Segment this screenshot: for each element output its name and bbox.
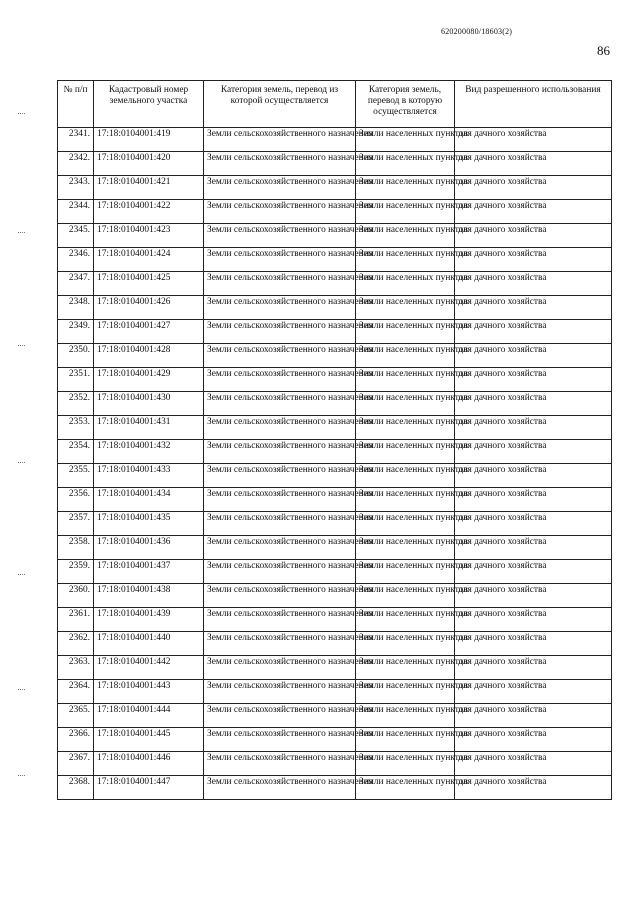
category-from: Земли сельскохозяйственного назначения (204, 608, 356, 632)
permitted-use: для дачного хозяйства (455, 200, 612, 224)
cadastral-number: 17:18:0104001:428 (94, 344, 204, 368)
category-from: Земли сельскохозяйственного назначения (204, 320, 356, 344)
cadastral-number: 17:18:0104001:424 (94, 248, 204, 272)
permitted-use: для дачного хозяйства (455, 248, 612, 272)
category-to: Земли населенных пунктов (356, 752, 455, 776)
column-header-category-from: Категория земель, перевод из которой осуществляется (204, 81, 356, 128)
binding-hole-mark (18, 232, 25, 233)
cadastral-number: 17:18:0104001:440 (94, 632, 204, 656)
table-row (58, 728, 612, 752)
binding-hole-mark (18, 113, 25, 114)
cadastral-number: 17:18:0104001:435 (94, 512, 204, 536)
permitted-use: для дачного хозяйства (455, 464, 612, 488)
row-number: 2349. (58, 320, 94, 344)
category-to: Земли населенных пунктов (356, 512, 455, 536)
table-row (58, 704, 612, 728)
table-row (58, 296, 612, 320)
category-to: Земли населенных пунктов (356, 632, 455, 656)
row-number: 2362. (58, 632, 94, 656)
cadastral-number: 17:18:0104001:430 (94, 392, 204, 416)
permitted-use: для дачного хозяйства (455, 680, 612, 704)
table-row (58, 440, 612, 464)
permitted-use: для дачного хозяйства (455, 128, 612, 152)
permitted-use: для дачного хозяйства (455, 776, 612, 800)
row-number: 2354. (58, 440, 94, 464)
table-row (58, 392, 612, 416)
category-from: Земли сельскохозяйственного назначения (204, 656, 356, 680)
table-row (58, 656, 612, 680)
row-number: 2363. (58, 656, 94, 680)
permitted-use: для дачного хозяйства (455, 752, 612, 776)
category-from: Земли сельскохозяйственного назначения (204, 224, 356, 248)
row-number: 2365. (58, 704, 94, 728)
permitted-use: для дачного хозяйства (455, 152, 612, 176)
cadastral-number: 17:18:0104001:426 (94, 296, 204, 320)
permitted-use: для дачного хозяйства (455, 536, 612, 560)
row-number: 2358. (58, 536, 94, 560)
permitted-use: для дачного хозяйства (455, 560, 612, 584)
column-header-category-to: Категория земель, перевод в которую осуществляется (356, 81, 455, 128)
row-number: 2364. (58, 680, 94, 704)
column-header-permitted-use: Вид разрешенного использования (455, 81, 612, 128)
permitted-use: для дачного хозяйства (455, 488, 612, 512)
page-number: 86 (597, 43, 610, 58)
cadastral-number: 17:18:0104001:425 (94, 272, 204, 296)
permitted-use: для дачного хозяйства (455, 296, 612, 320)
land-registry-table (57, 80, 612, 800)
permitted-use: для дачного хозяйства (455, 704, 612, 728)
cadastral-number: 17:18:0104001:422 (94, 200, 204, 224)
row-number: 2341. (58, 128, 94, 152)
category-from: Земли сельскохозяйственного назначения (204, 704, 356, 728)
table-row (58, 632, 612, 656)
category-from: Земли сельскохозяйственного назначения (204, 248, 356, 272)
table-row (58, 416, 612, 440)
cadastral-number: 17:18:0104001:423 (94, 224, 204, 248)
permitted-use: для дачного хозяйства (455, 320, 612, 344)
cadastral-number: 17:18:0104001:429 (94, 368, 204, 392)
category-from: Земли сельскохозяйственного назначения (204, 176, 356, 200)
category-from: Земли сельскохозяйственного назначения (204, 200, 356, 224)
category-from: Земли сельскохозяйственного назначения (204, 584, 356, 608)
table-row (58, 248, 612, 272)
binding-hole-mark (18, 462, 25, 463)
row-number: 2352. (58, 392, 94, 416)
row-number: 2343. (58, 176, 94, 200)
category-from: Земли сельскохозяйственного назначения (204, 440, 356, 464)
category-to: Земли населенных пунктов (356, 320, 455, 344)
row-number: 2361. (58, 608, 94, 632)
category-to: Земли населенных пунктов (356, 704, 455, 728)
document-code: 620200080/18603(2) (441, 27, 513, 36)
category-from: Земли сельскохозяйственного назначения (204, 512, 356, 536)
category-from: Земли сельскохозяйственного назначения (204, 728, 356, 752)
table-body (58, 128, 612, 800)
category-from: Земли сельскохозяйственного назначения (204, 560, 356, 584)
category-to: Земли населенных пунктов (356, 248, 455, 272)
category-to: Земли населенных пунктов (356, 224, 455, 248)
cadastral-number: 17:18:0104001:438 (94, 584, 204, 608)
category-from: Земли сельскохозяйственного назначения (204, 488, 356, 512)
cadastral-number: 17:18:0104001:420 (94, 152, 204, 176)
category-from: Земли сельскохозяйственного назначения (204, 464, 356, 488)
cadastral-number: 17:18:0104001:445 (94, 728, 204, 752)
permitted-use: для дачного хозяйства (455, 392, 612, 416)
table-row (58, 152, 612, 176)
category-to: Земли населенных пунктов (356, 416, 455, 440)
category-from: Земли сельскохозяйственного назначения (204, 632, 356, 656)
category-to: Земли населенных пунктов (356, 200, 455, 224)
row-number: 2366. (58, 728, 94, 752)
row-number: 2367. (58, 752, 94, 776)
table-row (58, 224, 612, 248)
cadastral-number: 17:18:0104001:419 (94, 128, 204, 152)
table-row (58, 608, 612, 632)
cadastral-number: 17:18:0104001:443 (94, 680, 204, 704)
permitted-use: для дачного хозяйства (455, 728, 612, 752)
category-from: Земли сельскохозяйственного назначения (204, 344, 356, 368)
column-header-number: № п/п (58, 81, 94, 128)
table-row (58, 176, 612, 200)
cadastral-number: 17:18:0104001:437 (94, 560, 204, 584)
column-header-cadastral: Кадастровый номер земельного участка (94, 81, 204, 128)
permitted-use: для дачного хозяйства (455, 368, 612, 392)
row-number: 2360. (58, 584, 94, 608)
binding-hole-mark (18, 574, 25, 575)
permitted-use: для дачного хозяйства (455, 440, 612, 464)
table-row (58, 200, 612, 224)
category-to: Земли населенных пунктов (356, 608, 455, 632)
binding-hole-mark (18, 345, 25, 346)
row-number: 2355. (58, 464, 94, 488)
table-header-row (58, 81, 612, 128)
category-to: Земли населенных пунктов (356, 128, 455, 152)
category-to: Земли населенных пунктов (356, 344, 455, 368)
category-to: Земли населенных пунктов (356, 656, 455, 680)
cadastral-number: 17:18:0104001:436 (94, 536, 204, 560)
category-from: Земли сельскохозяйственного назначения (204, 680, 356, 704)
row-number: 2346. (58, 248, 94, 272)
category-from: Земли сельскохозяйственного назначения (204, 368, 356, 392)
category-to: Земли населенных пунктов (356, 464, 455, 488)
category-to: Земли населенных пунктов (356, 272, 455, 296)
cadastral-number: 17:18:0104001:444 (94, 704, 204, 728)
table-row (58, 272, 612, 296)
row-number: 2342. (58, 152, 94, 176)
table-row (58, 344, 612, 368)
row-number: 2357. (58, 512, 94, 536)
cadastral-number: 17:18:0104001:433 (94, 464, 204, 488)
permitted-use: для дачного хозяйства (455, 272, 612, 296)
permitted-use: для дачного хозяйства (455, 608, 612, 632)
row-number: 2356. (58, 488, 94, 512)
category-from: Земли сельскохозяйственного назначения (204, 752, 356, 776)
row-number: 2347. (58, 272, 94, 296)
cadastral-number: 17:18:0104001:434 (94, 488, 204, 512)
cadastral-number: 17:18:0104001:439 (94, 608, 204, 632)
table-row (58, 680, 612, 704)
table-row (58, 320, 612, 344)
table-row (58, 560, 612, 584)
category-to: Земли населенных пунктов (356, 728, 455, 752)
table-row (58, 752, 612, 776)
cadastral-number: 17:18:0104001:431 (94, 416, 204, 440)
row-number: 2368. (58, 776, 94, 800)
table-row (58, 464, 612, 488)
table-row (58, 584, 612, 608)
row-number: 2350. (58, 344, 94, 368)
category-from: Земли сельскохозяйственного назначения (204, 776, 356, 800)
category-from: Земли сельскохозяйственного назначения (204, 536, 356, 560)
permitted-use: для дачного хозяйства (455, 176, 612, 200)
row-number: 2344. (58, 200, 94, 224)
cadastral-number: 17:18:0104001:447 (94, 776, 204, 800)
category-to: Земли населенных пунктов (356, 440, 455, 464)
cadastral-number: 17:18:0104001:442 (94, 656, 204, 680)
category-from: Земли сельскохозяйственного назначения (204, 128, 356, 152)
permitted-use: для дачного хозяйства (455, 656, 612, 680)
permitted-use: для дачного хозяйства (455, 632, 612, 656)
cadastral-number: 17:18:0104001:427 (94, 320, 204, 344)
category-from: Земли сельскохозяйственного назначения (204, 152, 356, 176)
category-to: Земли населенных пунктов (356, 392, 455, 416)
row-number: 2348. (58, 296, 94, 320)
row-number: 2359. (58, 560, 94, 584)
category-from: Земли сельскохозяйственного назначения (204, 296, 356, 320)
table-row (58, 368, 612, 392)
permitted-use: для дачного хозяйства (455, 512, 612, 536)
cadastral-number: 17:18:0104001:432 (94, 440, 204, 464)
category-to: Земли населенных пунктов (356, 152, 455, 176)
category-from: Земли сельскохозяйственного назначения (204, 392, 356, 416)
table-row (58, 488, 612, 512)
category-from: Земли сельскохозяйственного назначения (204, 272, 356, 296)
category-to: Земли населенных пунктов (356, 536, 455, 560)
category-from: Земли сельскохозяйственного назначения (204, 416, 356, 440)
category-to: Земли населенных пунктов (356, 296, 455, 320)
row-number: 2351. (58, 368, 94, 392)
table-row (58, 776, 612, 800)
permitted-use: для дачного хозяйства (455, 224, 612, 248)
row-number: 2353. (58, 416, 94, 440)
row-number: 2345. (58, 224, 94, 248)
category-to: Земли населенных пунктов (356, 488, 455, 512)
binding-hole-mark (18, 689, 25, 690)
binding-hole-mark (18, 775, 25, 776)
table-row (58, 128, 612, 152)
category-to: Земли населенных пунктов (356, 584, 455, 608)
category-to: Земли населенных пунктов (356, 776, 455, 800)
category-to: Земли населенных пунктов (356, 368, 455, 392)
permitted-use: для дачного хозяйства (455, 584, 612, 608)
category-to: Земли населенных пунктов (356, 176, 455, 200)
category-to: Земли населенных пунктов (356, 680, 455, 704)
permitted-use: для дачного хозяйства (455, 344, 612, 368)
cadastral-number: 17:18:0104001:421 (94, 176, 204, 200)
cadastral-number: 17:18:0104001:446 (94, 752, 204, 776)
table-row (58, 512, 612, 536)
permitted-use: для дачного хозяйства (455, 416, 612, 440)
category-to: Земли населенных пунктов (356, 560, 455, 584)
table-row (58, 536, 612, 560)
